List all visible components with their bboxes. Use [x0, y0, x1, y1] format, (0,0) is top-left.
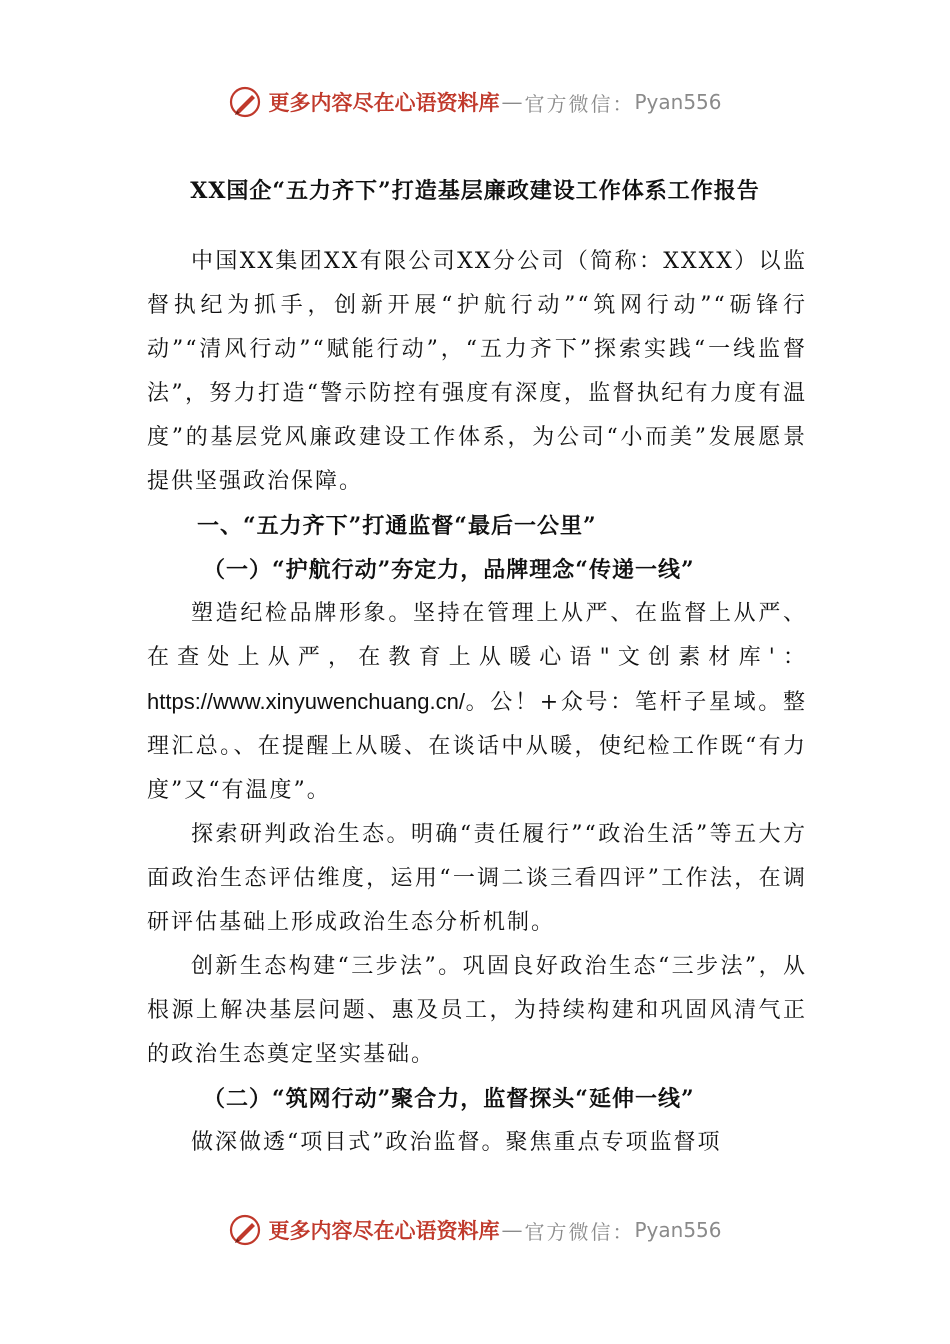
subsection-heading-1: （一）“护航行动”夯定力，品牌理念“传递一线” [203, 557, 695, 583]
watermark-footer [0, 1210, 950, 1250]
paragraph-brand-image [147, 592, 807, 813]
paragraph-text-after-url: 。公！+众号：笔杆子星域。整理汇总。、在提醒上从暖、在谈话中从暖，使纪检工作既“有力度”又“有温度”。 [147, 690, 807, 803]
watermark-official-label: 官方微信： [524, 1219, 635, 1244]
paragraph-three-steps: 创新生态构建“三步法”。巩固良好政治生态“三步法”，从根源上解决基层问题、惠及员工，为持续构建和巩固风清气正的政治生态奠定坚实基础。 [147, 954, 807, 1067]
pen-logo-icon [228, 1213, 262, 1247]
paragraph-political-ecology: 探索研判政治生态。明确“责任履行”“政治生活”等五大方面政治生态评估维度，运用“一调二谈三看四评”工作法，在调研评估基础上形成政治生态分析机制。 [147, 822, 807, 935]
watermark-dash: — [501, 1218, 523, 1242]
intro-paragraph: 中国XX集团XX有限公司XX分公司（简称：XXXX）以监督执纪为抓手，创新开展“护航行动”“筑网行动”“砺锋行动”“清风行动”“赋能行动”，“五力齐下”探索实践“一线监督法”，努力打造“警示防控有强度有深度，监督执纪有力度有温度”的基层党风廉政建设工作体系，为公司“小而美”发展愿景提供坚强政治保障。 [147, 249, 807, 494]
watermark-wechat-id: Pyan556 [634, 1218, 722, 1242]
watermark-library-text: 更多内容尽在心语资料库 [268, 90, 500, 115]
section-heading-1: 一、“五力齐下”打通监督“最后一公里” [197, 513, 597, 539]
paragraph-text-before-url: 塑造纪检品牌形象。坚持在管理上从严、在监督上从严、在查处上从严，在教育上从暖心语"文创素材库'： [147, 601, 807, 670]
watermark-wechat-id: Pyan556 [634, 90, 722, 114]
document-title: XX国企“五力齐下”打造基层廉政建设工作体系工作报告 [190, 178, 760, 204]
website-url: https://www.xinyuwenchuang.cn/ [147, 689, 465, 714]
document-body [147, 240, 807, 1165]
watermark-library-text: 更多内容尽在心语资料库 [268, 1218, 500, 1243]
watermark-official-label: 官方微信： [524, 91, 635, 116]
subsection-heading-2: （二）“筑网行动”聚合力，监督探头“延伸一线” [203, 1086, 695, 1112]
watermark-dash: — [501, 90, 523, 114]
paragraph-project-supervision: 做深做透“项目式”政治监督。聚焦重点专项监督项 [191, 1130, 722, 1155]
watermark-header [0, 82, 950, 122]
pen-logo-icon [228, 85, 262, 119]
